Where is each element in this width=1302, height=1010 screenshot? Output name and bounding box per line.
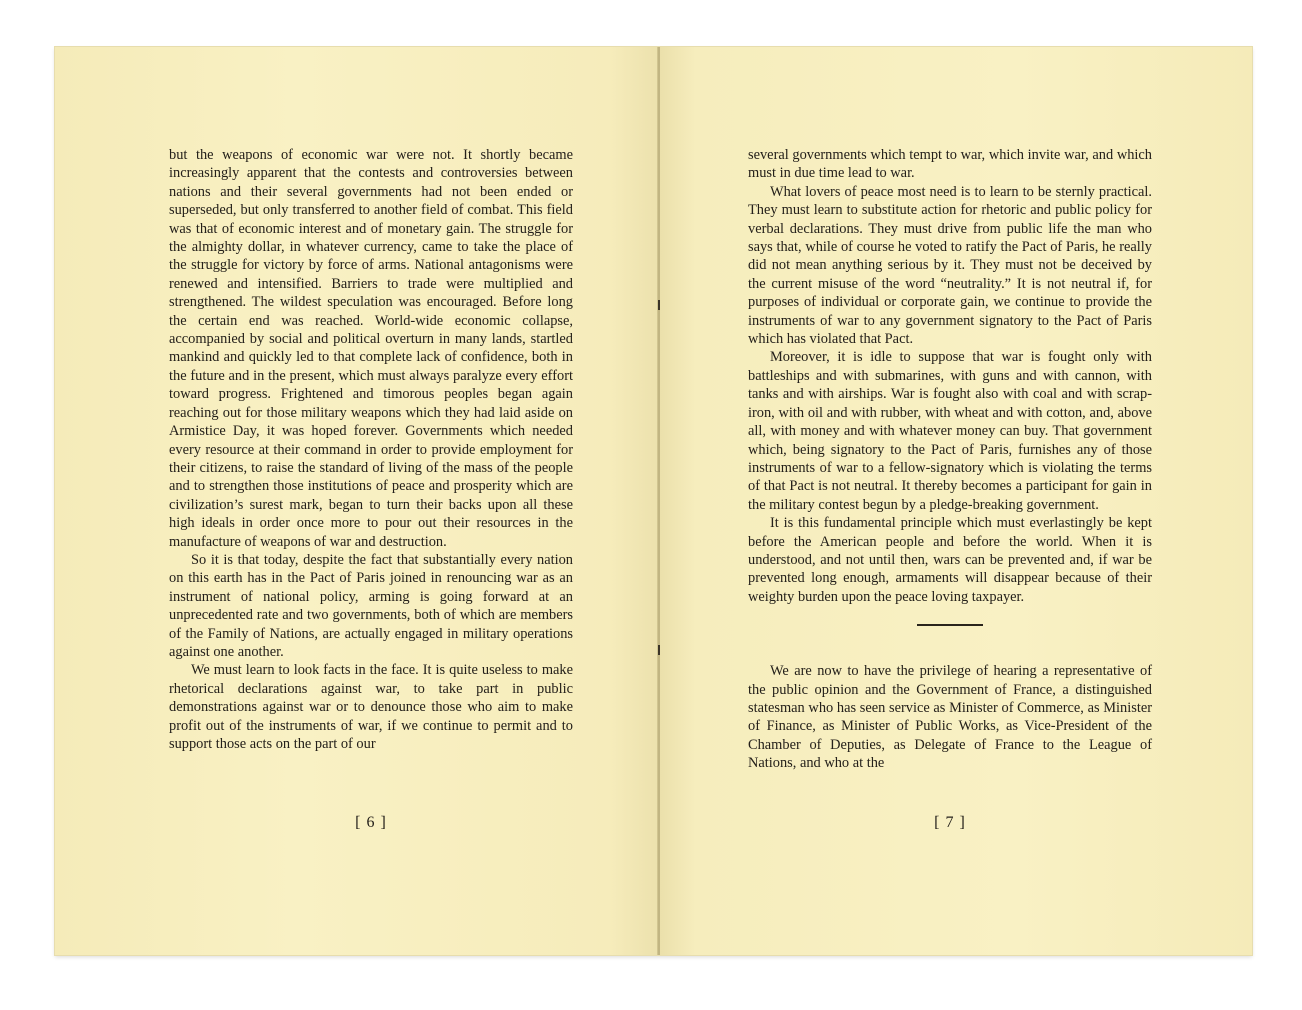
paragraph: So it is that today, despite the fact that substantially every nation on this earth has in the Pact of Paris joined in renouncing war as an instrument of national policy, arming is going forward at an unprecedented rate and two governments, both of which are members of the Family of Nations, are actually engaged in military operations against one another.: [169, 551, 573, 660]
page-number: [ 7 ]: [934, 814, 966, 831]
booklet-spread: [55, 47, 1252, 955]
paragraph: We are now to have the privilege of hearing a representative of the public opinion and the Government of France, a distinguished statesman who has seen service as Minister of Commerce, as Minister of Finance, as Minister of Public Works, as Vice-President of the Chamber of Deputies, as Delegate of France to the League of Nations, and who at the: [748, 663, 1152, 772]
right-page-text: [748, 146, 1152, 773]
right-page: [660, 47, 1252, 955]
paragraph: several governments which tempt to war, which invite war, and which must in due time lead to war.: [748, 147, 1152, 182]
paragraph: Moreover, it is idle to suppose that war is fought only with battleships and with submarines, with guns and with cannon, with tanks and with airships. War is fought also with coal and with scrap-iron, with oil and with rubber, with wheat and with cotton, and, above all, with money and with whatever money can buy. That government which, being signatory to the Pact of Paris, furnishes any of those instruments of war to a fellow-signatory which is violating the terms of that Pact is not neutral. It thereby becomes a participant for gain in the military contest begun by a pledge-breaking government.: [748, 349, 1152, 513]
paragraph: It is this fundamental principle which must everlastingly be kept before the American people and before the world. When it is understood, and not until then, wars can be prevented and, if war be prevented long enough, armaments will disappear because of their weighty burden upon the peace loving taxpayer.: [748, 515, 1152, 605]
left-page-text: [169, 146, 573, 753]
paragraph: We must learn to look facts in the face. It is quite useless to make rhetorical declarations against war, to take part in public demonstrations against war or to denounce those who aim to make profit out of the instruments of war, if we continue to permit and to support those acts on the part of our: [169, 662, 573, 752]
paragraph: but the weapons of economic war were not. It shortly became increasingly apparent that the contests and controversies between nations and their several governments had not been ended or superseded, but only transferred to another field of combat. This field was that of economic interest and of monetary gain. The struggle for the almighty dollar, in whatever currency, came to take the place of the struggle for victory by force of arms. National antagonisms were renewed and intensified. Barriers to trade were multiplied and strengthened. The wildest speculation was encouraged. Before long the certain end was reached. World-wide economic collapse, accompanied by social and political overturn in many lands, startled mankind and quickly led to that complete lack of confidence, both in the future and in the present, which must always paralyze every effort toward progress. Frightened and timorous peoples began again reaching out for those military weapons which they had laid aside on Armistice Day, it was hoped forever. Governments which needed every resource at their command in order to provide employment for their citizens, to raise the standard of living of the mass of the people and to strengthen those institutions of peace and prosperity which are civilization’s surest mark, began to turn their backs upon all these high ideals in order once more to pour out their resources in the manufacture of weapons of war and destruction.: [169, 147, 573, 550]
left-page: [55, 47, 658, 955]
section-divider: [917, 624, 983, 626]
page-number: [ 6 ]: [355, 814, 387, 831]
paragraph: What lovers of peace most need is to learn to be sternly practical. They must learn to substitute action for rhetoric and public policy for verbal declarations. They must drive from public life the man who says that, while of course he voted to ratify the Pact of Paris, he really did not mean anything serious by it. They must not be deceived by the current misuse of the word “neutrality.” It is not neutral if, for purposes of individual or corporate gain, we continue to provide the instruments of war to any government signatory to the Pact of Paris which has violated that Pact.: [748, 183, 1152, 348]
